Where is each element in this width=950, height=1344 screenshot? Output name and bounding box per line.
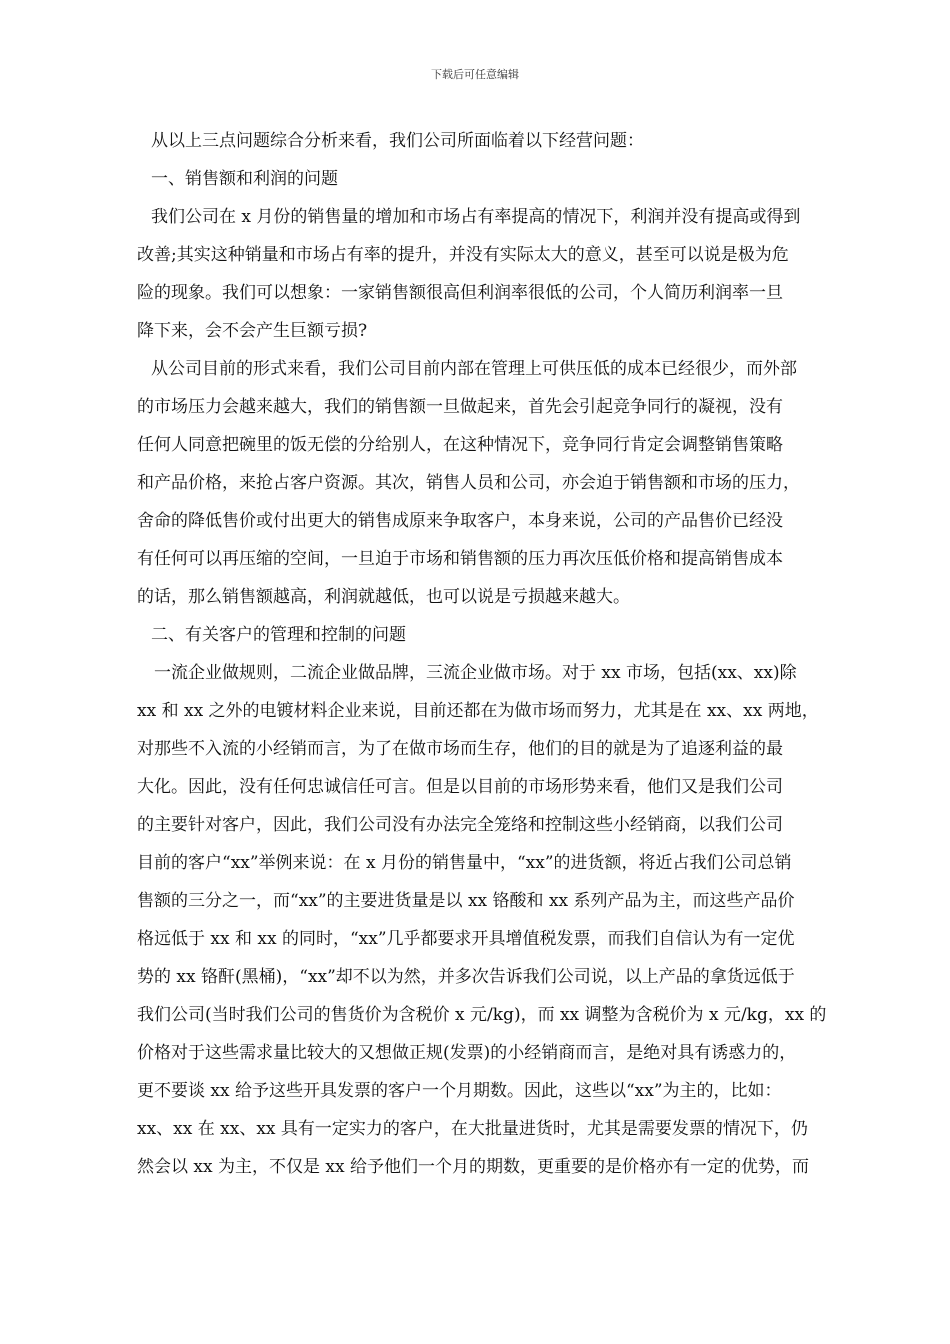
document-body xyxy=(137,122,893,1186)
page-header: 下载后可任意编辑 xyxy=(431,68,519,81)
paragraph-line: 大化。因此，没有任何忠诚信任可言。但是以目前的市场形势来看，他们又是我们公司 xyxy=(137,777,783,797)
paragraph-line: 险的现象。我们可以想象：一家销售额很高但利润率很低的公司，个人简历利润率一旦 xyxy=(137,283,783,303)
paragraph-line: xx、xx 在 xx、xx 具有一定实力的客户，在大批量进货时，尤其是需要发票的情况下，仍 xyxy=(137,1119,808,1139)
paragraph-line: 价格对于这些需求量比较大的又想做正规(发票)的小经销商而言，是绝对具有诱惑力的， xyxy=(137,1043,797,1063)
paragraph-line: 目前的客户“xx”举例来说：在 x 月份的销售量中，“xx”的进货额，将近占我们公司总销 xyxy=(137,853,792,873)
paragraph-line: 从以上三点问题综合分析来看，我们公司所面临着以下经营问题： xyxy=(151,131,644,151)
paragraph-line: 从公司目前的形式来看，我们公司目前内部在管理上可供压低的成本已经很少，而外部 xyxy=(151,359,797,379)
paragraph-line: 然会以 xx 为主，不仅是 xx 给予他们一个月的期数，更重要的是价格亦有一定的优势，而 xyxy=(137,1157,809,1177)
paragraph-line: 的市场压力会越来越大，我们的销售额一旦做起来，首先会引起竞争同行的凝视，没有 xyxy=(137,397,783,417)
paragraph-line: 售额的三分之一，而“xx”的主要进货量是以 xx 铬酸和 xx 系列产品为主，而这些产品价 xyxy=(137,891,795,911)
paragraph-line: 和产品价格，来抢占客户资源。其次，销售人员和公司，亦会迫于销售额和市场的压力， xyxy=(137,473,800,493)
paragraph-line: 任何人同意把碗里的饭无偿的分给别人，在这种情况下，竞争同行肯定会调整销售策略 xyxy=(137,435,783,455)
paragraph-line: xx 和 xx 之外的电镀材料企业来说，目前还都在为做市场而努力，尤其是在 xx、xx 两地， xyxy=(137,701,819,721)
paragraph-line: 改善;其实这种销量和市场占有率的提升，并没有实际太大的意义，甚至可以说是极为危 xyxy=(137,245,789,265)
paragraph-line: 我们公司(当时我们公司的售货价为含税价 x 元/kg)，而 xx 调整为含税价为 x 元/kg，xx 的 xyxy=(137,1005,827,1025)
paragraph-line: 对那些不入流的小经销而言，为了在做市场而生存，他们的目的就是为了追逐利益的最 xyxy=(137,739,783,759)
paragraph-line: 降下来，会不会产生巨额亏损? xyxy=(137,321,368,341)
paragraph-line: 有任何可以再压缩的空间，一旦迫于市场和销售额的压力再次压低价格和提高销售成本 xyxy=(137,549,783,569)
paragraph-line: 的话，那么销售额越高，利润就越低，也可以说是亏损越来越大。 xyxy=(137,587,630,607)
paragraph-line: 更不要谈 xx 给予这些开具发票的客户一个月期数。因此，这些以“xx”为主的，比如： xyxy=(137,1081,782,1101)
paragraph-line: 格远低于 xx 和 xx 的同时，“xx”几乎都要求开具增值税发票，而我们自信认为有一定优 xyxy=(137,929,795,949)
paragraph-line: 一流企业做规则，二流企业做品牌，三流企业做市场。对于 xx 市场，包括(xx、xx)除 xyxy=(154,663,797,683)
paragraph-line: 我们公司在 x 月份的销售量的增加和市场占有率提高的情况下，利润并没有提高或得到 xyxy=(151,207,801,227)
paragraph-line: 势的 xx 铬酐(黑桶)，“xx”却不以为然，并多次告诉我们公司说，以上产品的拿货远低于 xyxy=(137,967,795,987)
paragraph-line: 的主要针对客户，因此，我们公司没有办法完全笼络和控制这些小经销商，以我们公司 xyxy=(137,815,783,835)
section-heading: 二、有关客户的管理和控制的问题 xyxy=(151,625,406,645)
paragraph-line: 舍命的降低售价或付出更大的销售成原来争取客户，本身来说，公司的产品售价已经没 xyxy=(137,511,783,531)
section-heading: 一、销售额和利润的问题 xyxy=(151,169,338,189)
